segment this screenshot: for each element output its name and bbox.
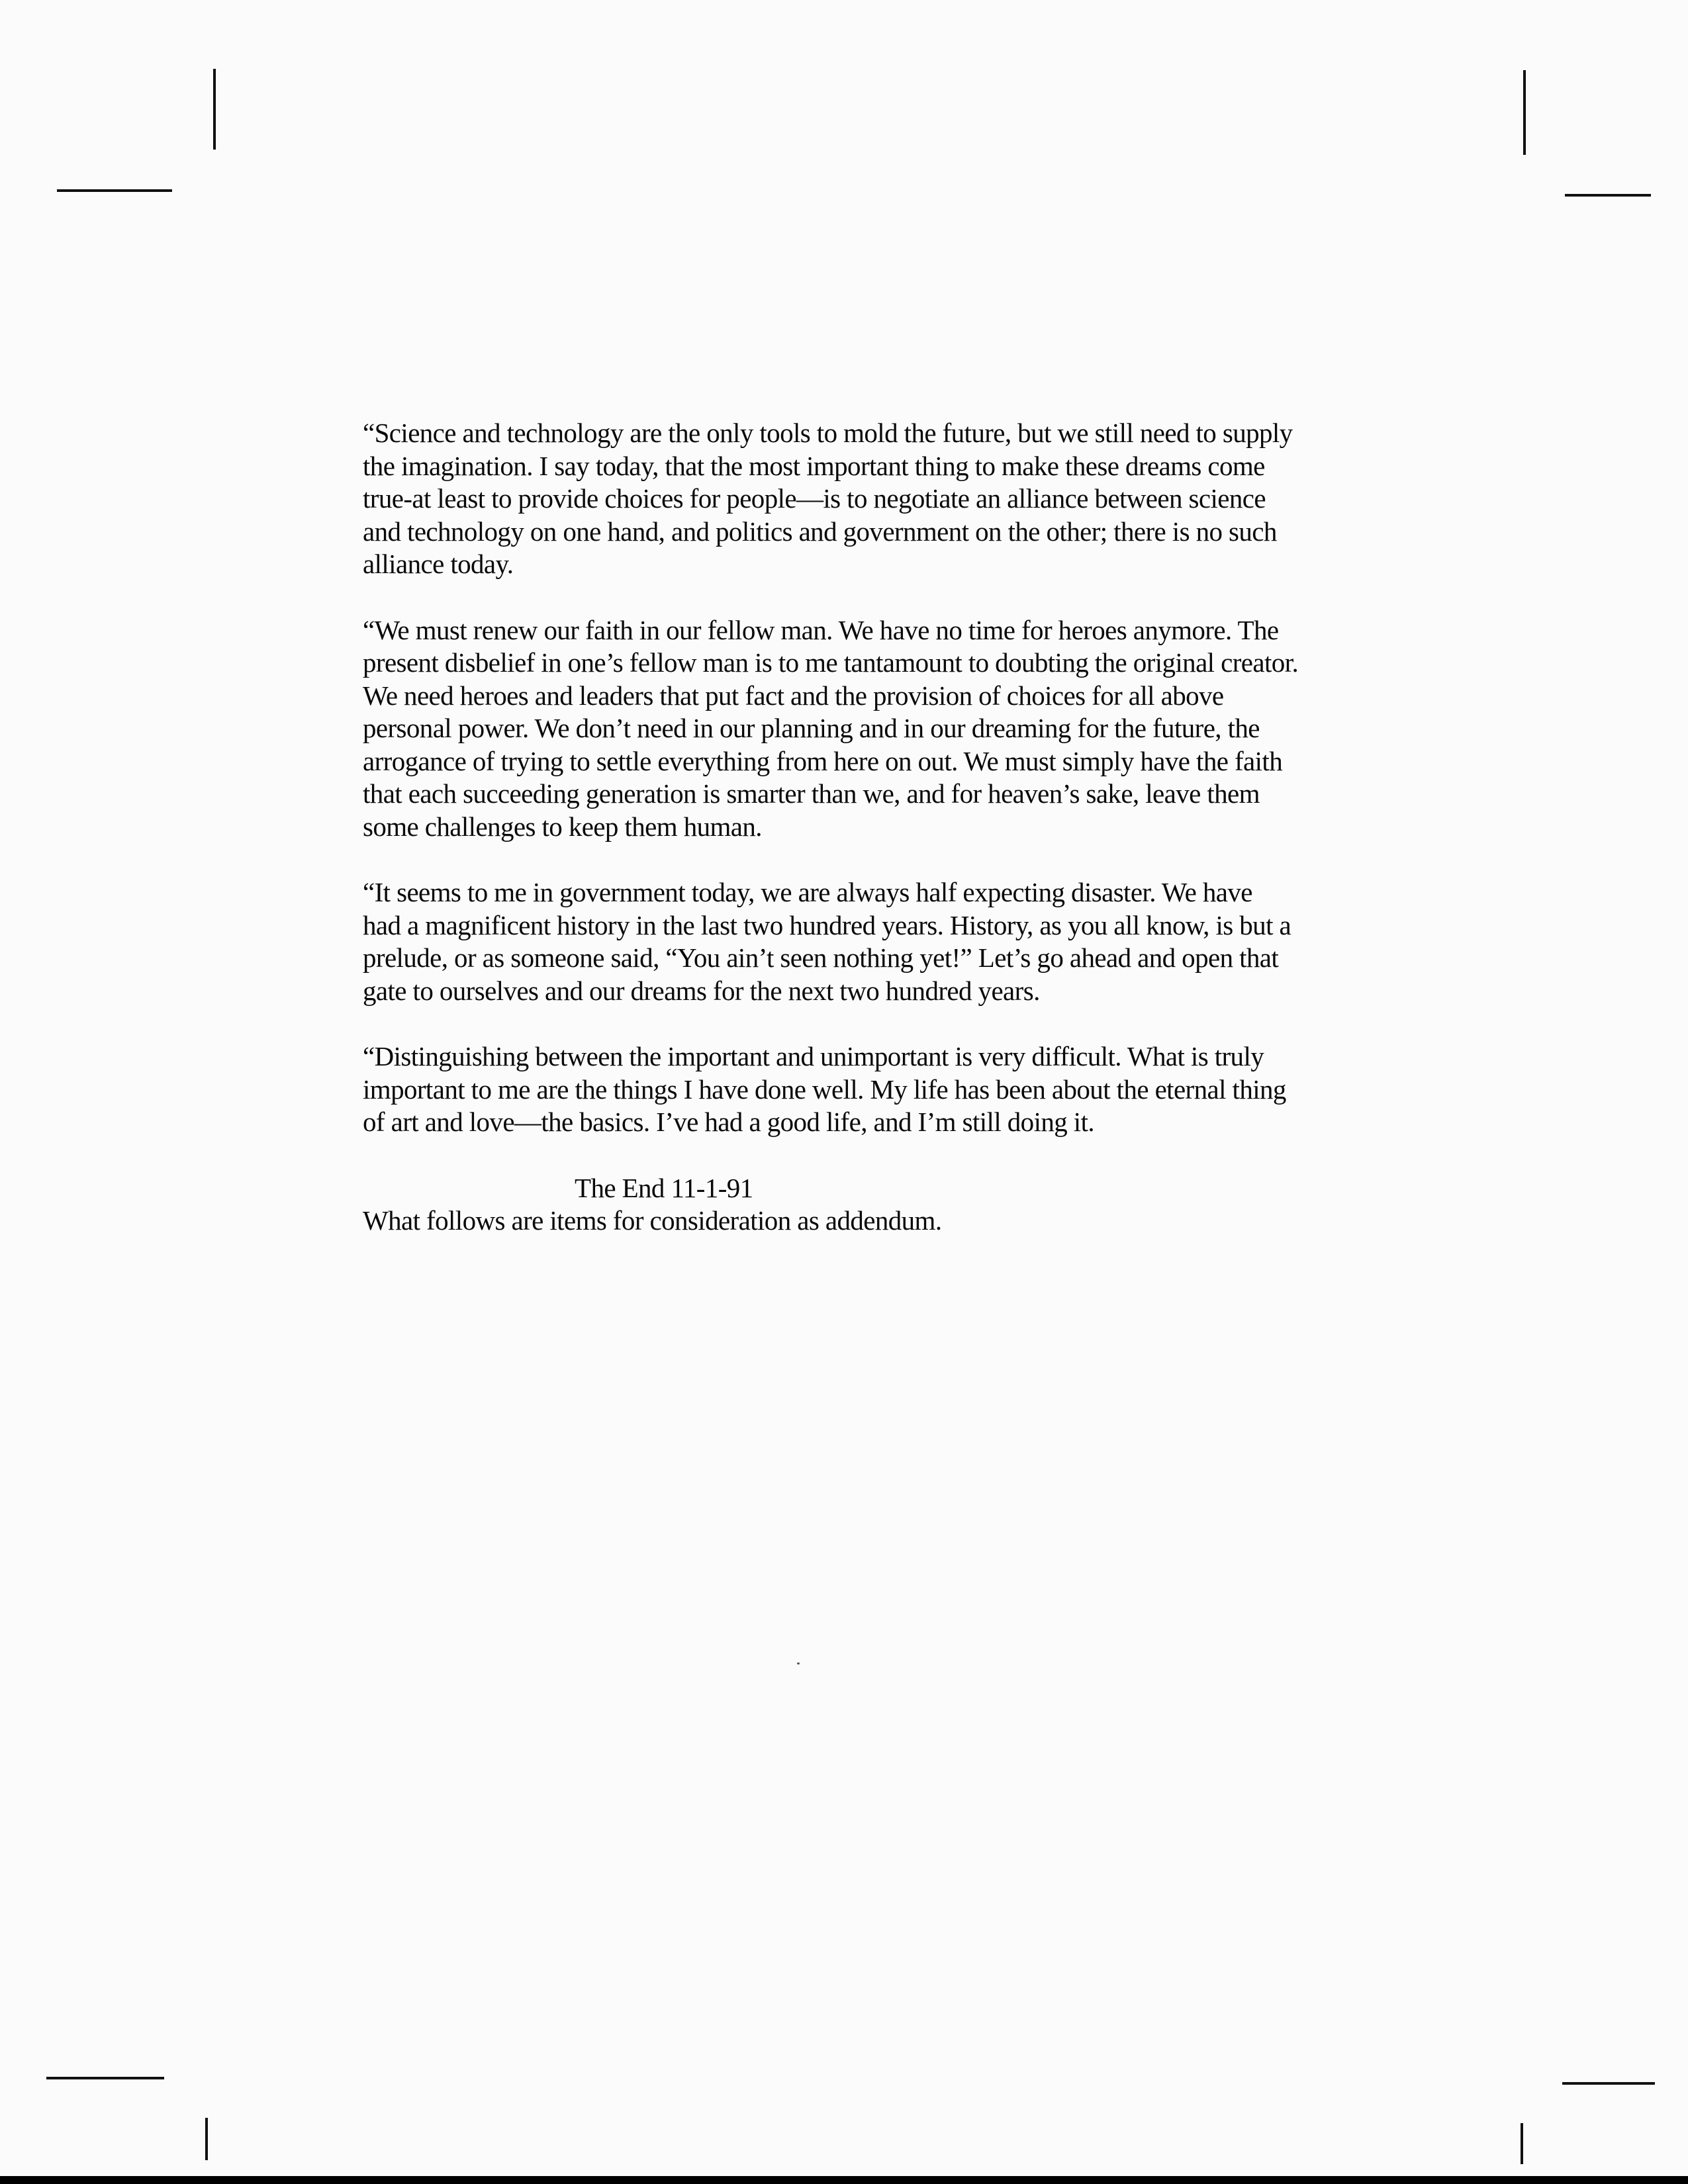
paragraph-important-unimportant: “Distinguishing between the important and unimportant is very difficult. What is truly important to me are the things I have done well. My life has been about the eternal thing of art and love—the basics. I’ve had a good life, and I’m still doing it.: [363, 1041, 1286, 1137]
scan-speck: [797, 1662, 800, 1664]
crop-mark-bottom-left-vertical: [205, 2118, 208, 2160]
paragraph-government-disaster: “It seems to me in government today, we are always half expecting disaster. We have had a magnificent history in the last two hundred years. History, as you all know, is but a prelude, or as someone said, “You ain’t seen nothing yet!” Let’s go ahead and open that gate to ourselves and our dreams for the next two hundred years.: [363, 877, 1291, 1006]
crop-mark-top-right-vertical: [1523, 70, 1526, 155]
crop-mark-bottom-right-horizontal: [1562, 2082, 1655, 2085]
crop-mark-top-left-horizontal: [57, 189, 172, 192]
scan-bottom-edge: [0, 2176, 1688, 2184]
addendum-note: What follows are items for consideration as addendum.: [363, 1205, 942, 1236]
document-body: [363, 417, 1376, 1238]
crop-mark-bottom-left-horizontal: [46, 2077, 164, 2079]
crop-mark-top-right-horizontal: [1565, 194, 1651, 197]
the-end-date: The End 11-1-91: [575, 1172, 753, 1203]
paragraph-science-technology: “Science and technology are the only tools to mold the future, but we still need to supply the imagination. I say today, that the most important thing to make these dreams come true-at least to provide choices for people—is to negotiate an alliance between science and technology on one hand, and politics and government on the other; there is no such alliance today.: [363, 418, 1293, 579]
crop-mark-bottom-right-vertical: [1521, 2123, 1523, 2164]
paragraph-faith-in-fellow-man: “We must renew our faith in our fellow man. We have no time for heroes anymore. The present disbelief in one’s fellow man is to me tantamount to doubting the original creator. We need heroes and leaders that put fact and the provision of choices for all above personal power. We don’t need in our planning and in our dreaming for the future, the arrogance of trying to settle everything from here on out. We must simply have the faith that each succeeding generation is smarter than we, and for heaven’s sake, leave them some challenges to keep them human.: [363, 614, 1299, 842]
crop-mark-top-left-vertical: [213, 69, 216, 150]
